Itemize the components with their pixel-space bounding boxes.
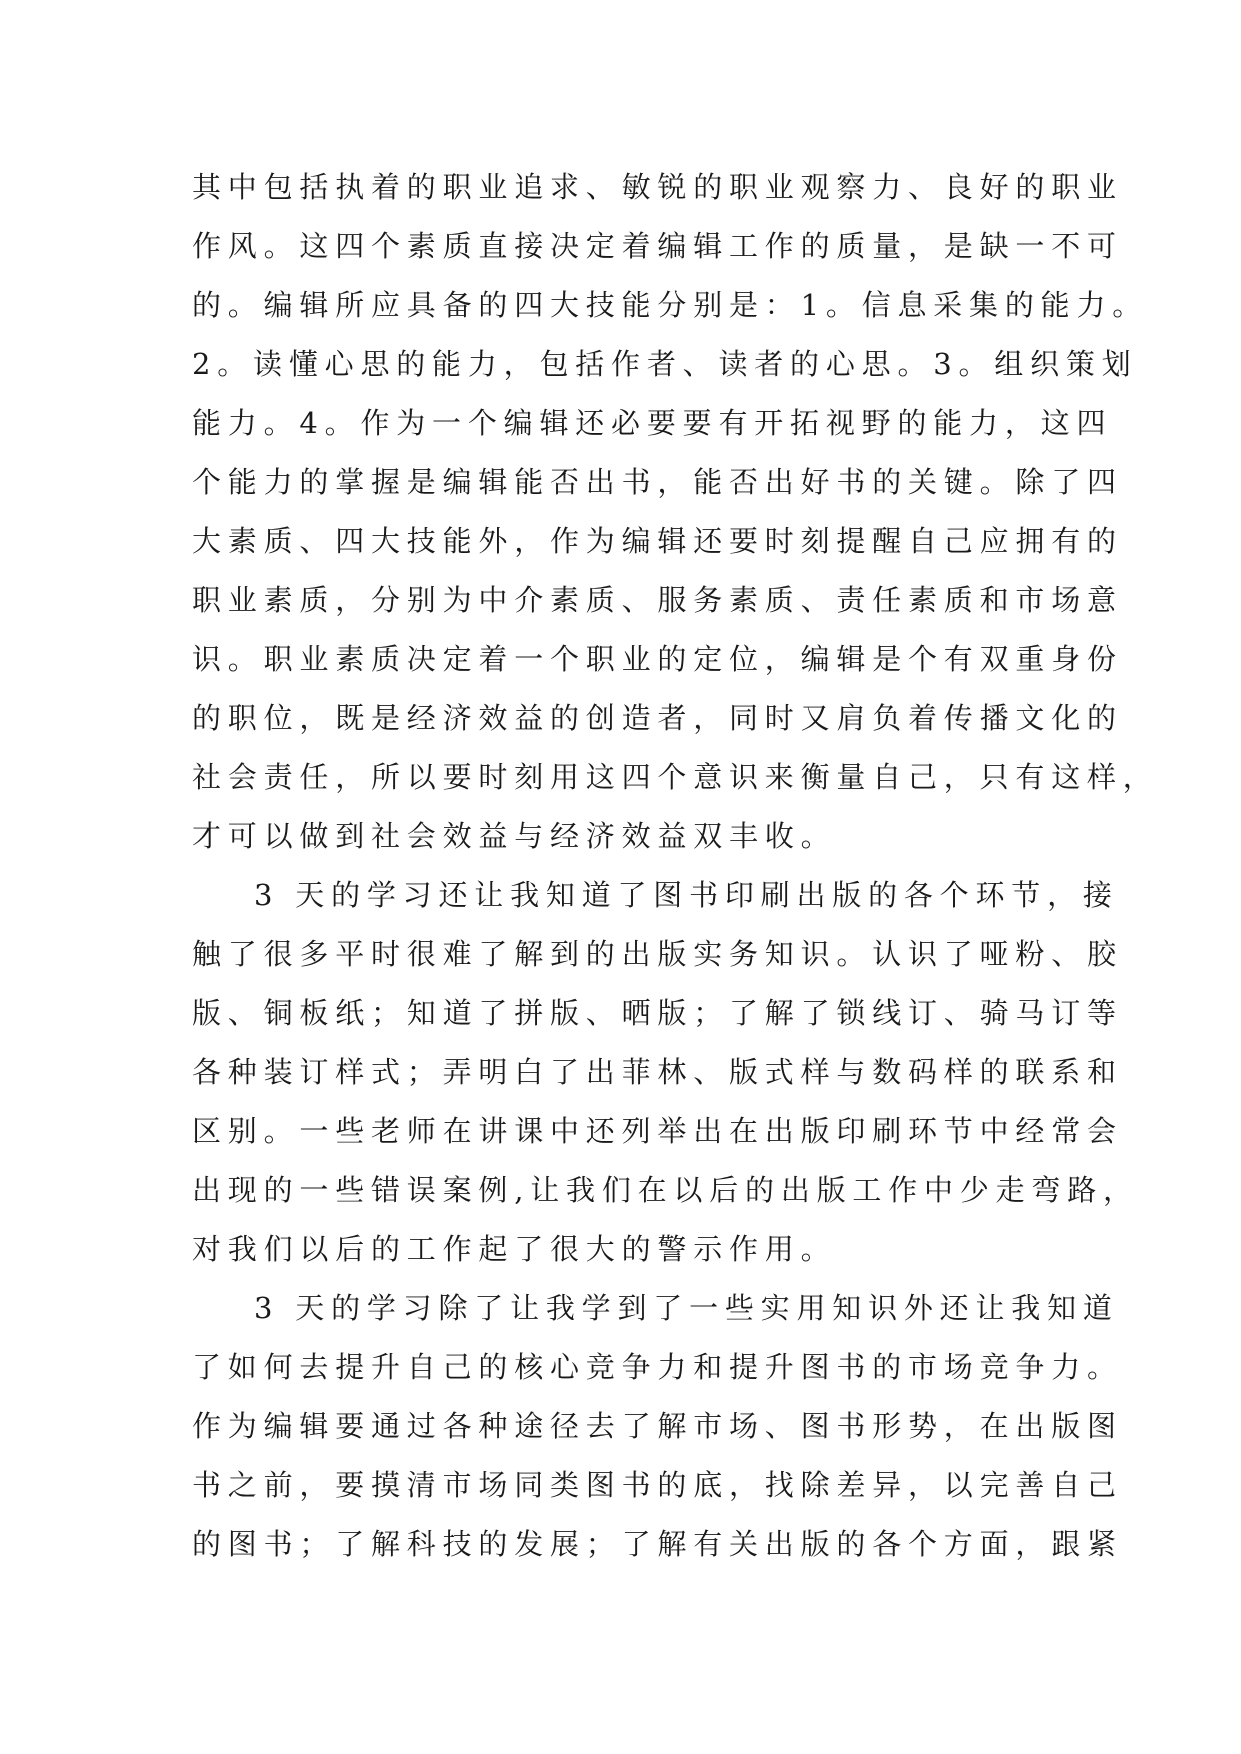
text-line: 作为编辑要通过各种途径去了解市场、图书形势，在出版图	[192, 1409, 1123, 1443]
text-line: 2。读懂心思的能力，包括作者、读者的心思。3。组织策划	[192, 347, 1138, 381]
text-line: 触了很多平时很难了解到的出版实务知识。认识了哑粉、胶	[192, 937, 1123, 971]
body-text	[192, 158, 1159, 1574]
text-line: 社会责任，所以要时刻用这四个意识来衡量自己，只有这样，	[192, 760, 1159, 794]
text-line: 的图书；了解科技的发展；了解有关出版的各个方面，跟紧	[192, 1527, 1123, 1561]
text-line: 识。职业素质决定着一个职业的定位，编辑是个有双重身份	[192, 642, 1123, 676]
text-line: 职业素质，分别为中介素质、服务素质、责任素质和市场意	[192, 583, 1123, 617]
text-line: 能力。4。作为一个编辑还必要要有开拓视野的能力，这四	[192, 406, 1113, 440]
text-line: 个能力的掌握是编辑能否出书，能否出好书的关键。除了四	[192, 465, 1123, 499]
text-line: 的职位，既是经济效益的创造者，同时又肩负着传播文化的	[192, 701, 1123, 735]
text-line: 了如何去提升自己的核心竞争力和提升图书的市场竞争力。	[192, 1350, 1123, 1384]
text-line: 版、铜板纸；知道了拼版、晒版；了解了锁线订、骑马订等	[192, 996, 1123, 1030]
text-line: 3 天的学习除了让我学到了一些实用知识外还让我知道	[254, 1291, 1119, 1325]
text-line: 各种装订样式；弄明白了出菲林、版式样与数码样的联系和	[192, 1055, 1123, 1089]
text-line: 才可以做到社会效益与经济效益双丰收。	[192, 819, 837, 853]
text-line: 出现的一些错误案例,让我们在以后的出版工作中少走弯路，	[192, 1173, 1139, 1207]
text-line: 大素质、四大技能外，作为编辑还要时刻提醒自己应拥有的	[192, 524, 1123, 558]
text-line: 的。编辑所应具备的四大技能分别是：1。信息采集的能力。	[192, 288, 1149, 322]
text-line: 区别。一些老师在讲课中还列举出在出版印刷环节中经常会	[192, 1114, 1123, 1148]
text-line: 作风。这四个素质直接决定着编辑工作的质量，是缺一不可	[192, 229, 1123, 263]
text-line: 对我们以后的工作起了很大的警示作用。	[192, 1232, 837, 1266]
text-line: 3 天的学习还让我知道了图书印刷出版的各个环节，接	[254, 878, 1119, 912]
text-line: 其中包括执着的职业追求、敏锐的职业观察力、良好的职业	[192, 170, 1123, 204]
text-line: 书之前，要摸清市场同类图书的底，找除差异，以完善自己	[192, 1468, 1123, 1502]
